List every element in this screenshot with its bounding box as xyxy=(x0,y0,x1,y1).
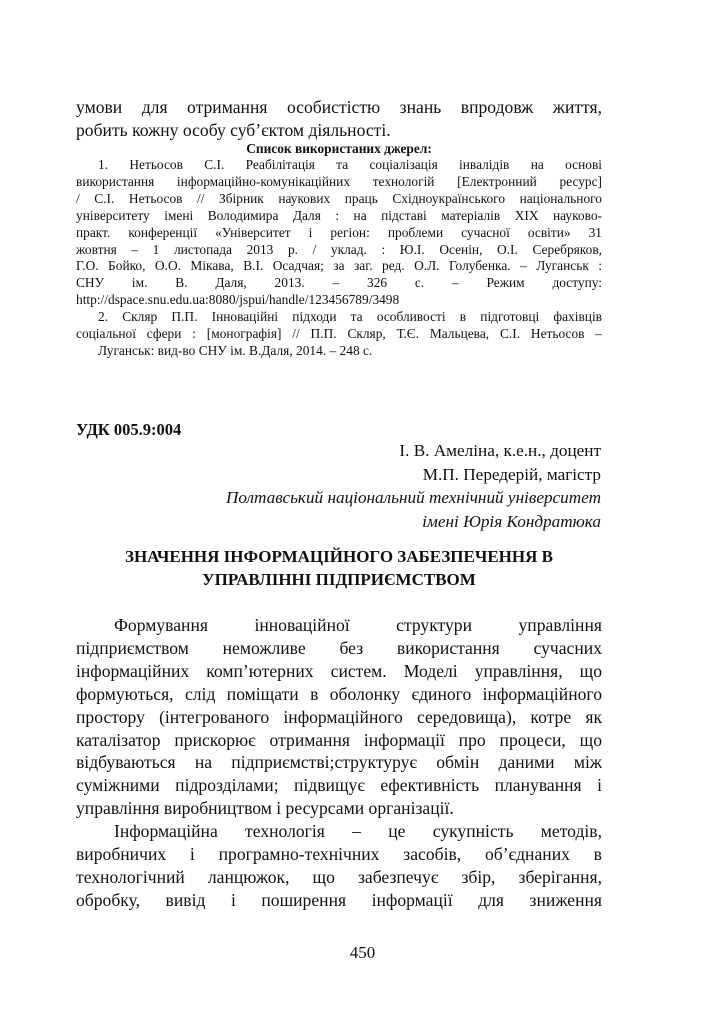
body-line: виробничих і програмно-технічних засобів, об’єднаних в xyxy=(76,844,602,865)
title-line-1: ЗНАЧЕННЯ ІНФОРМАЦІЙНОГО ЗАБЕЗПЕЧЕННЯ В xyxy=(124,547,553,566)
udc-code: УДК 005.9:004 xyxy=(76,420,182,439)
references-list xyxy=(76,157,602,360)
affiliation-line-2: імені Юрія Кондратюка xyxy=(422,511,601,531)
reference-line: 2. Скляр П.П. Інноваційні підходи та особливості в підготовці фахівців xyxy=(98,309,602,325)
article-body xyxy=(76,614,602,912)
reference-line: жовтня – 1 листопада 2013 р. / уклад. : Ю.І. Осенін, О.І. Серебряков, xyxy=(76,241,602,257)
reference-line: соціальної сфери : [монографія] // П.П. Скляр, Т.Є. Мальцева, С.І. Нетьосов – xyxy=(76,326,602,342)
reference-line: використання інформаційно-комунікаційних технологій [Електронний ресурс] xyxy=(76,173,602,189)
body-line: відбуваються на підприємстві;структурує обмін даними між xyxy=(76,752,602,773)
body-line: обробку, вивід і поширення інформації для зниження xyxy=(76,889,602,910)
intro-line: умови для отримання особистістю знань впродовж життя, xyxy=(76,97,602,117)
body-line: підприємством неможливе без використання сучасних xyxy=(76,637,602,658)
body-line: каталізатор прискорює отримання інформації про процеси, що xyxy=(76,729,602,750)
body-line: формуються, слід поміщати в оболонку єдиного інформаційного xyxy=(76,683,602,704)
body-line: Інформаційна технологія – це сукупність методів, xyxy=(114,821,602,842)
reference-line: практ. конференції «Університет і регіон: проблеми сучасної освіти» 31 xyxy=(76,224,602,240)
page-number: 450 xyxy=(349,943,376,962)
author-2: М.П. Передерій, магістр xyxy=(422,464,601,484)
body-line: простору (інтегрованого інформаційного середовища), котре як xyxy=(76,706,602,727)
body-line: суміжними підрозділами; підвищує ефективність планування і xyxy=(76,775,602,796)
intro-paragraph xyxy=(76,96,602,142)
reference-line: СНУ ім. В. Даля, 2013. – 326 с. – Режим доступу: xyxy=(76,275,602,291)
reference-line: Г.О. Бойко, О.О. Мікава, В.І. Осадчая; за заг. ред. О.Л. Голубенка. – Луганськ : xyxy=(76,258,602,274)
body-line: технологічний ланцюжок, що забезпечує збір, зберігання, xyxy=(76,866,602,887)
reference-line: / С.І. Нетьосов // Збірник наукових праць Східноукраїнського національного xyxy=(76,190,602,206)
author-1: І. В. Амеліна, к.е.н., доцент xyxy=(399,441,601,460)
article-title xyxy=(76,545,602,591)
body-line: Формування інноваційної структури управління xyxy=(114,615,602,635)
body-line: управління виробництвом і ресурсами організації. xyxy=(76,798,454,819)
reference-line: Луганськ: вид-во СНУ ім. В.Даля, 2014. – 248 с. xyxy=(98,342,373,358)
affiliation-line-1: Полтавський національний технічний університет xyxy=(225,488,601,507)
intro-line: робить кожну особу суб’єктом діяльності. xyxy=(76,120,391,140)
reference-line: 1. Нетьосов С.І. Реабілітація та соціалізація інвалідів на основі xyxy=(98,157,602,172)
body-line: інформаційних комп’ютерних систем. Моделі управління, що xyxy=(76,660,602,681)
reference-link: http://dspace.snu.edu.ua:8080/jspui/handle/123456789/3498 xyxy=(76,292,400,308)
title-line-2: УПРАВЛІННІ ПІДПРИЄМСТВОМ xyxy=(202,570,476,589)
references-title: Список використаних джерел: xyxy=(246,141,432,156)
reference-line: університету імені Володимира Даля : на підставі матеріалів XIX науково- xyxy=(76,207,602,223)
authors-block xyxy=(180,439,601,533)
